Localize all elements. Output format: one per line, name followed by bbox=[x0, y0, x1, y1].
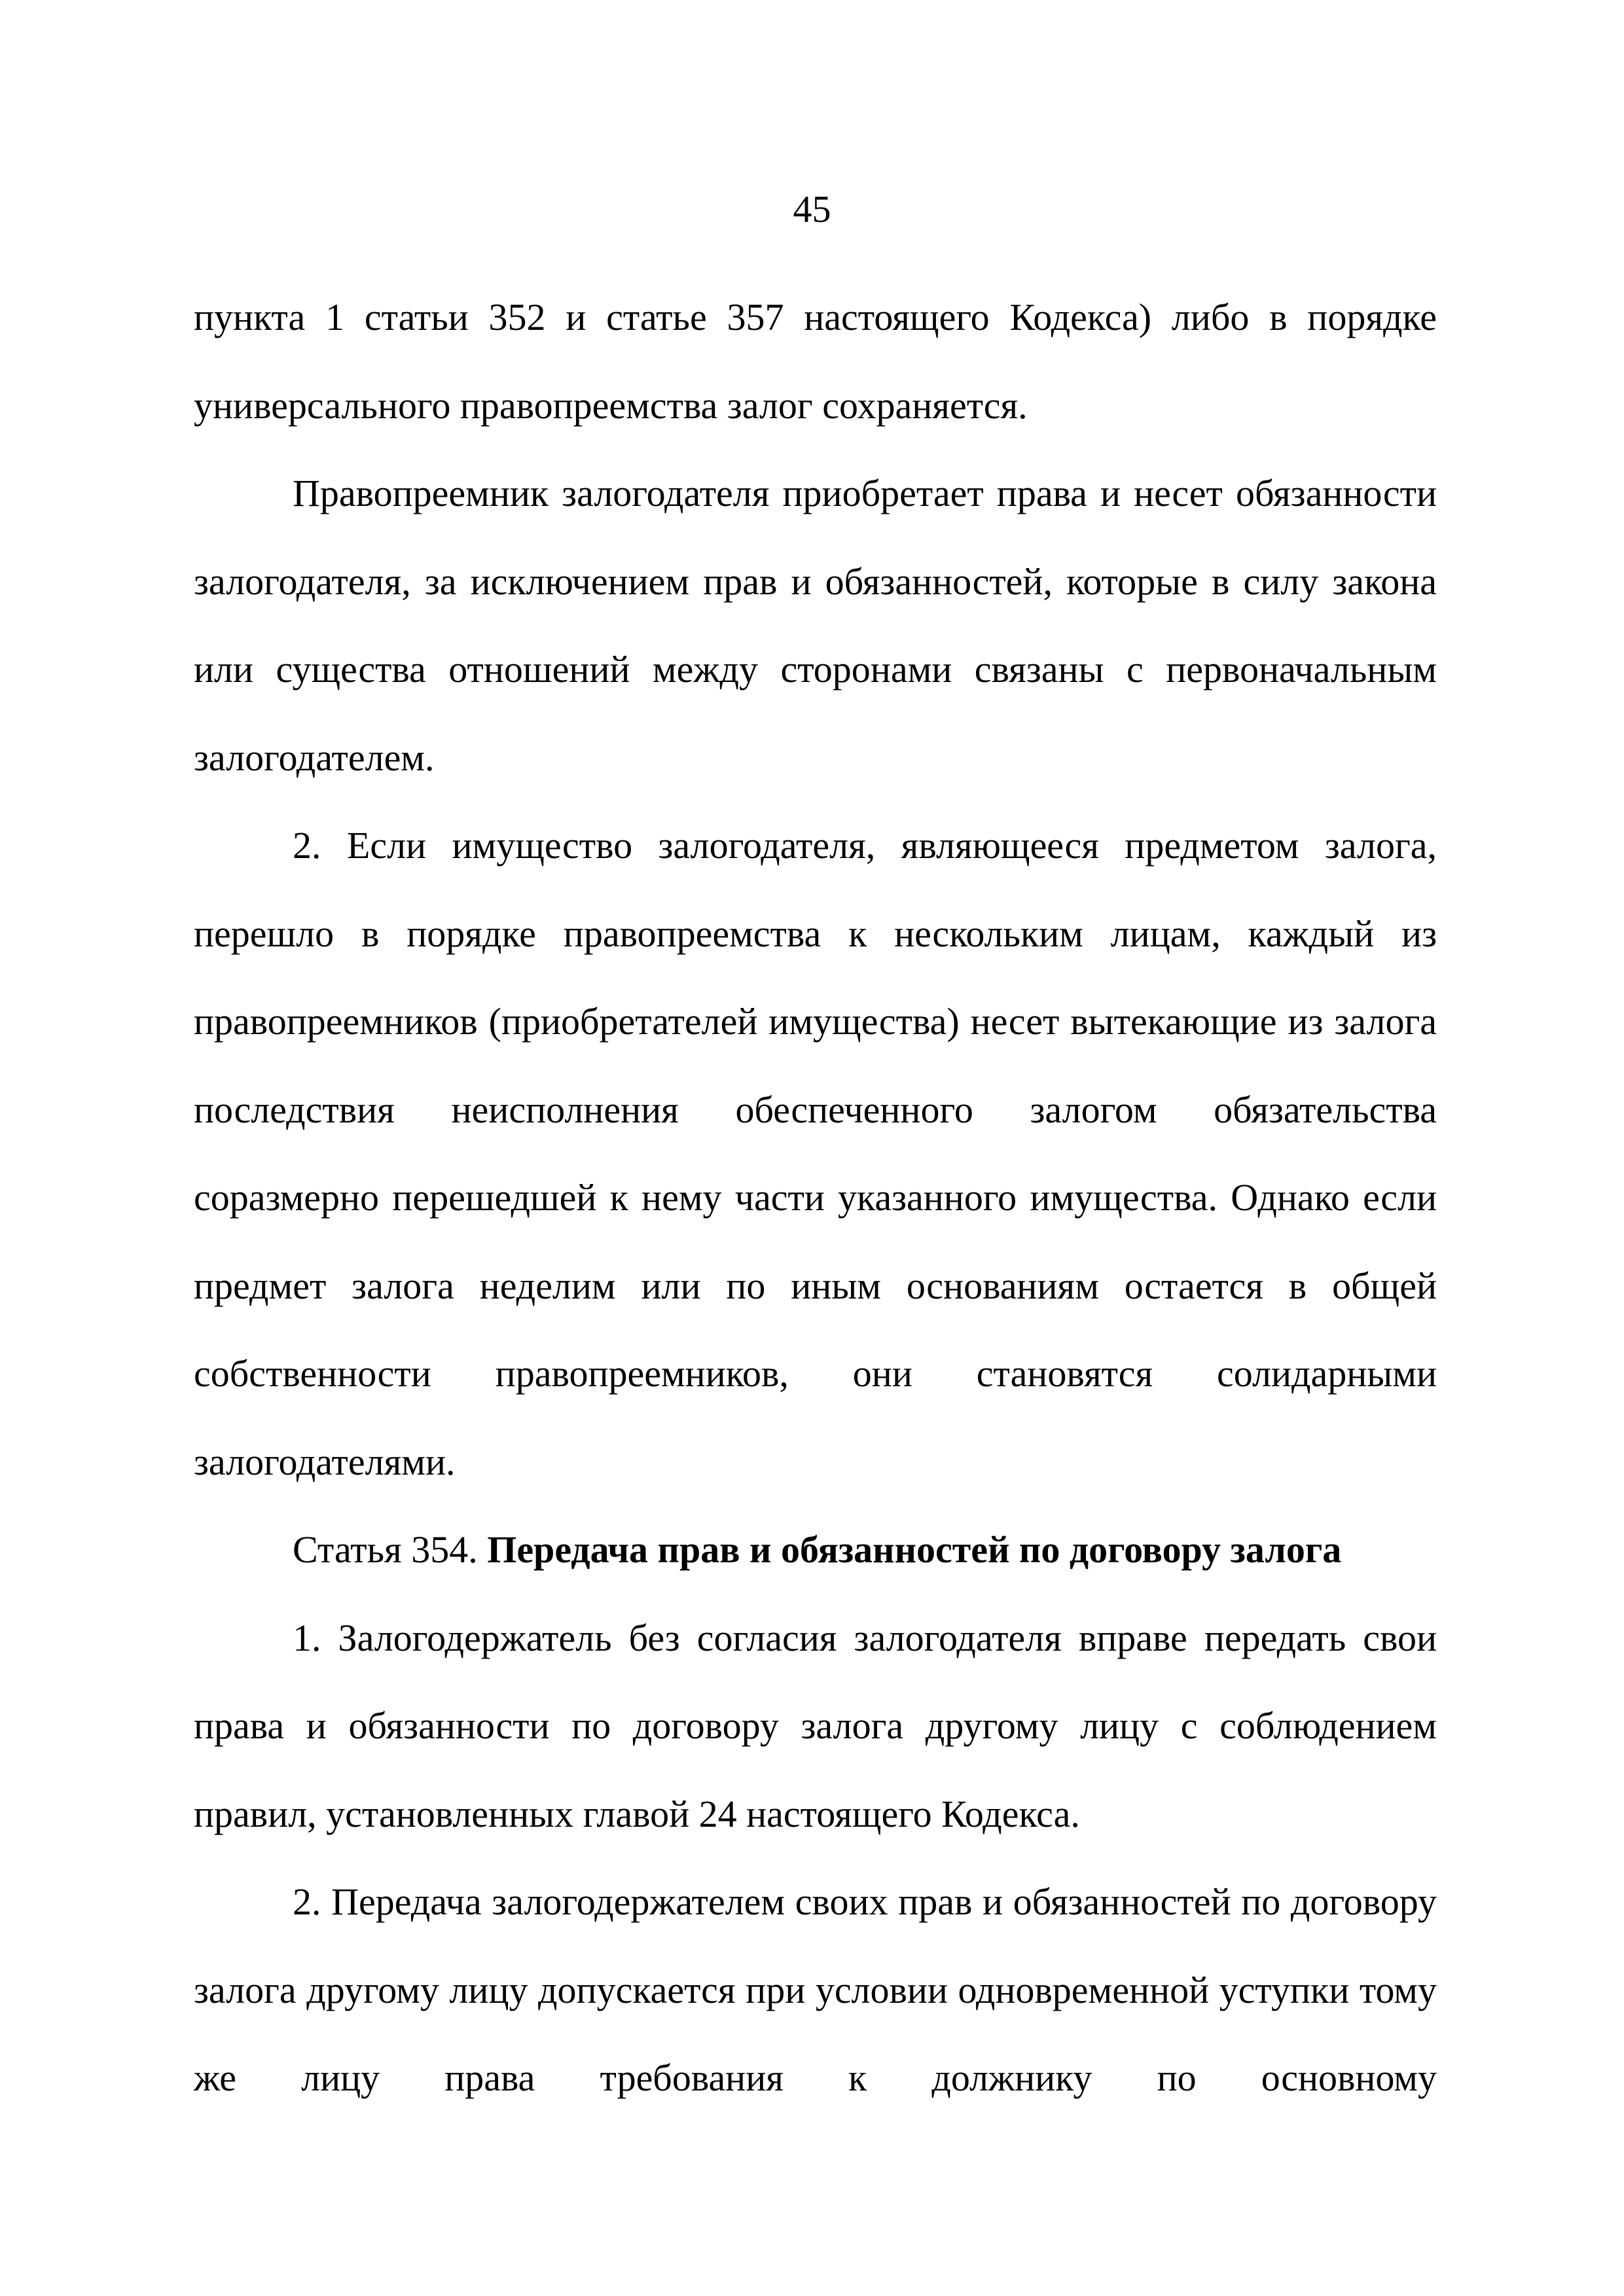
article-heading bbox=[194, 1506, 1437, 1594]
paragraph-continuation: пункта 1 статьи 352 и статье 357 настоящего Кодекса) либо в порядке универсального правопреемства залог сохраняется. bbox=[194, 296, 1437, 427]
paragraph-item-2-pledgee-transfer: 2. Передача залогодержателем своих прав и обязанностей по договору залога другому лицу допускается при условии одновременной уступки тому же лицу права требования к должнику по основному bbox=[194, 1880, 1437, 2099]
article-label: Статья 354. bbox=[293, 1528, 478, 1571]
document-body bbox=[194, 274, 1437, 2123]
article-title: Передача прав и обязанностей по договору залога bbox=[487, 1528, 1342, 1571]
paragraph-item-2-multiple-successors: 2. Если имущество залогодателя, являющееся предметом залога, перешло в порядке правопреемства к нескольким лицам, каждый из правопреемников (приобретателей имущества) несет вытекающие из залога последствия неисполнения обеспеченного залогом обязательства соразмерно перешедшей к нему части указанного имущества. Однако если предмет залога неделим или по иным основаниям остается в общей собственности правопреемников, они становятся солидарными залогодателями. bbox=[194, 824, 1437, 1483]
page-number: 45 bbox=[793, 188, 831, 230]
paragraph-successor: Правопреемник залогодателя приобретает права и несет обязанности залогодателя, за исключением прав и обязанностей, которые в силу закона или существа отношений между сторонами связаны с первоначальным залогодателем. bbox=[194, 472, 1437, 779]
paragraph-item-1-pledgee-transfer: 1. Залогодержатель без согласия залогодателя вправе передать свои права и обязанности по договору залога другому лицу с соблюдением правил, установленных главой 24 настоящего Кодекса. bbox=[194, 1616, 1437, 1835]
